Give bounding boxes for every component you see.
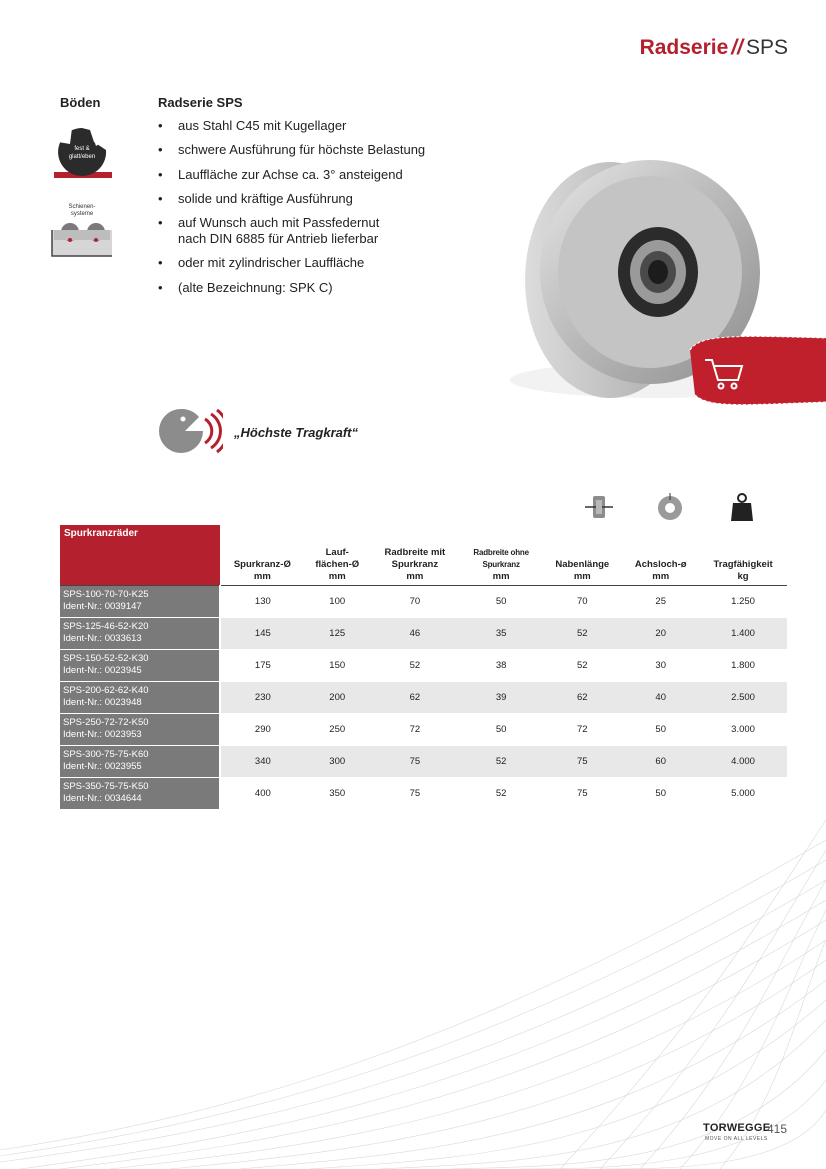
- table-row: [60, 745, 787, 777]
- ident-number: Ident-Nr.: 0034644: [63, 793, 142, 804]
- rail-system-icon: [50, 200, 114, 258]
- table-cell: 52: [370, 649, 460, 681]
- ident-number: Ident-Nr.: 0033613: [63, 633, 142, 644]
- model-number: SPS-300-75-75-K60: [63, 749, 149, 760]
- page-number: 415: [767, 1122, 788, 1136]
- table-cell: 70: [542, 585, 622, 617]
- table-cell: 1.800: [699, 649, 787, 681]
- background-wave-lines: [0, 820, 826, 1169]
- floor-icon-text-2: glatt/eben: [68, 154, 96, 160]
- table-cell: 350: [305, 777, 370, 809]
- feature-item: • auf Wunsch auch mit Passfedernut: [158, 215, 458, 231]
- row-model-cell: [60, 617, 220, 649]
- row-model-cell: [60, 681, 220, 713]
- table-cell: 40: [622, 681, 699, 713]
- model-number: SPS-125-46-52-K20: [63, 621, 149, 632]
- wheel-width-icon: [585, 492, 613, 522]
- table-cell: 50: [622, 777, 699, 809]
- model-number: SPS-100-70-70-K25: [63, 589, 149, 600]
- table-cell: 46: [370, 617, 460, 649]
- table-cell: 72: [370, 713, 460, 745]
- col-header-load-capacity: Tragfähigkeit kg: [699, 525, 787, 585]
- table-group-header: Spurkranzräder: [60, 525, 220, 585]
- row-model-cell: [60, 713, 220, 745]
- table-row: [60, 585, 787, 617]
- table-cell: 100: [305, 585, 370, 617]
- ident-number: Ident-Nr.: 0023948: [63, 697, 142, 708]
- table-cell: 70: [370, 585, 460, 617]
- ident-number: Ident-Nr.: 0039147: [63, 601, 142, 612]
- table-cell: 75: [370, 777, 460, 809]
- table-cell: 52: [542, 649, 622, 681]
- table-cell: 35: [460, 617, 542, 649]
- floor-icon-text-1: fest &: [74, 146, 90, 152]
- table-cell: 62: [370, 681, 460, 713]
- table-cell: 60: [622, 745, 699, 777]
- table-cell: 200: [305, 681, 370, 713]
- table-cell: 20: [622, 617, 699, 649]
- spec-table: [60, 525, 787, 810]
- rail-icon-text-2: systeme: [70, 211, 94, 217]
- table-cell: 52: [460, 745, 542, 777]
- table-cell: 230: [220, 681, 305, 713]
- table-row: [60, 649, 787, 681]
- series-label: Radserie: [639, 36, 729, 59]
- col-header-flange-diameter: Spurkranz-Ø mm: [220, 525, 305, 585]
- table-row: [60, 681, 787, 713]
- table-cell: 30: [622, 649, 699, 681]
- model-number: SPS-350-75-75-K50: [63, 781, 149, 792]
- table-cell: 290: [220, 713, 305, 745]
- table-cell: 4.000: [699, 745, 787, 777]
- table-cell: 62: [542, 681, 622, 713]
- col-header-hub-length: Nabenlänge mm: [542, 525, 622, 585]
- table-cell: 1.250: [699, 585, 787, 617]
- row-model-cell: [60, 777, 220, 809]
- table-cell: 125: [305, 617, 370, 649]
- table-cell: 400: [220, 777, 305, 809]
- feature-item: • schwere Ausführung für höchste Belastung: [158, 142, 458, 158]
- table-cell: 150: [305, 649, 370, 681]
- model-number: SPS-200-62-62-K40: [63, 685, 149, 696]
- table-cell: 175: [220, 649, 305, 681]
- brand-logo: TORWEGGE: [703, 1122, 771, 1134]
- feature-item: • aus Stahl C45 mit Kugellager: [158, 118, 458, 134]
- col-header-width-with-flange: Radbreite mit Spurkranz mm: [370, 525, 460, 585]
- table-cell: 50: [622, 713, 699, 745]
- product-title: Radserie SPS: [158, 95, 243, 110]
- floors-heading: Böden: [60, 95, 101, 110]
- table-cell: 5.000: [699, 777, 787, 809]
- ident-number: Ident-Nr.: 0023945: [63, 665, 142, 676]
- feature-item-continued: nach DIN 6885 für Antrieb lieferbar: [178, 231, 379, 247]
- table-row: [60, 777, 787, 809]
- row-model-cell: [60, 585, 220, 617]
- table-cell: 38: [460, 649, 542, 681]
- series-name: SPS: [745, 36, 788, 59]
- col-header-tread-diameter: Lauf- flächen-Ø mm: [305, 525, 370, 585]
- table-cell: 2.500: [699, 681, 787, 713]
- feature-list: [158, 118, 458, 304]
- table-cell: 3.000: [699, 713, 787, 745]
- weight-icon: [728, 492, 756, 522]
- series-separator: //: [731, 36, 743, 59]
- page-header: [640, 36, 788, 60]
- col-header-axle-hole: Achsloch-ø mm: [622, 525, 699, 585]
- feature-item: • (alte Bezeichnung: SPK C): [158, 280, 458, 296]
- slogan-text: „Höchste Tragkraft“: [234, 425, 359, 440]
- table-cell: 340: [220, 745, 305, 777]
- table-cell: 39: [460, 681, 542, 713]
- table-cell: 130: [220, 585, 305, 617]
- table-cell: 75: [370, 745, 460, 777]
- rail-icon-text-1: Schienen-: [68, 204, 96, 210]
- feature-item: • Lauffläche zur Achse ca. 3° ansteigend: [158, 167, 458, 183]
- table-cell: 300: [305, 745, 370, 777]
- floor-fest-glatt-icon: [50, 120, 114, 182]
- table-row: [60, 617, 787, 649]
- model-number: SPS-250-72-72-K50: [63, 717, 149, 728]
- axle-hole-icon: [656, 492, 684, 522]
- model-number: SPS-150-52-52-K30: [63, 653, 149, 664]
- table-cell: 25: [622, 585, 699, 617]
- load-capacity-icon: [155, 405, 223, 457]
- table-cell: 145: [220, 617, 305, 649]
- table-cell: 52: [460, 777, 542, 809]
- ident-number: Ident-Nr.: 0023955: [63, 761, 142, 772]
- table-cell: 250: [305, 713, 370, 745]
- feature-item: • oder mit zylindrischer Lauffläche: [158, 255, 458, 271]
- brand-tagline: MOVE ON ALL LEVELS: [705, 1136, 768, 1142]
- table-cell: 50: [460, 713, 542, 745]
- table-cell: 50: [460, 585, 542, 617]
- table-cell: 75: [542, 745, 622, 777]
- table-cell: 1.400: [699, 617, 787, 649]
- row-model-cell: [60, 745, 220, 777]
- table-row: [60, 713, 787, 745]
- table-cell: 72: [542, 713, 622, 745]
- table-cell: 75: [542, 777, 622, 809]
- row-model-cell: [60, 649, 220, 681]
- col-header-width-without-flange: Radbreite ohne Spurkranz mm: [460, 525, 542, 585]
- wheel-product-image: [500, 140, 826, 420]
- feature-item: • solide und kräftige Ausführung: [158, 191, 458, 207]
- ident-number: Ident-Nr.: 0023953: [63, 729, 142, 740]
- table-cell: 52: [542, 617, 622, 649]
